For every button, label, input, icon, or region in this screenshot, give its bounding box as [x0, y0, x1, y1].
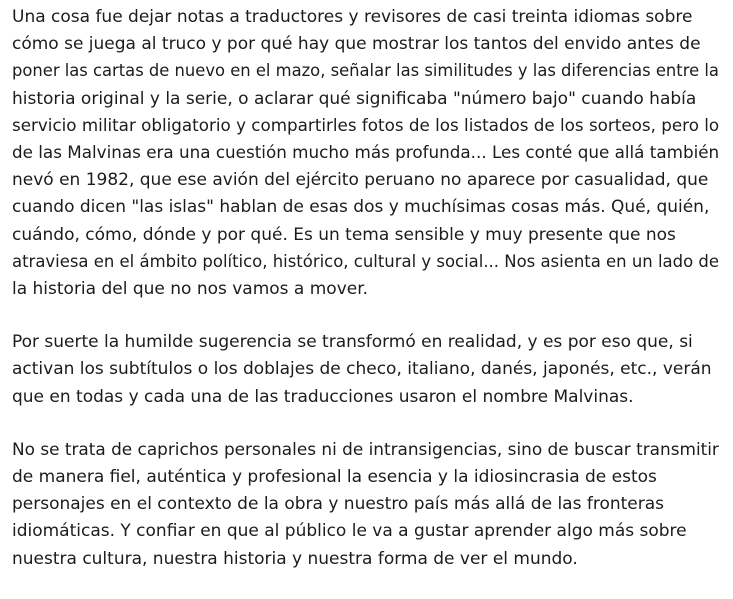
- text-line: cuándo, cómo, dónde y por qué. Es un tema sensible y muy presente que nos: [12, 224, 676, 245]
- text-line: historia original y la serie, o aclarar qué significaba "número bajo" cuando había: [12, 88, 697, 109]
- paragraph-3: [12, 437, 727, 573]
- text-line: de manera fiel, auténtica y profesional la esencia y la idiosincrasia de estos: [12, 467, 657, 488]
- text-line: la historia del que no nos vamos a mover.: [12, 279, 369, 300]
- text-line: Por suerte la humilde sugerencia se transformó en realidad, y es por eso que, si: [12, 332, 693, 353]
- text-line: Una cosa fue dejar notas a traductores y revisores de casi treinta idiomas sobre: [12, 7, 693, 27]
- text-line: que en todas y cada una de las traducciones usaron el nombre Malvinas.: [12, 386, 634, 407]
- text-line: poner las cartas de nuevo en el mazo, señalar las similitudes y las diferencias entre la: [12, 61, 719, 82]
- text-line: atraviesa en el ámbito político, histórico, cultural y social... Nos asienta en un lado de: [12, 251, 719, 272]
- text-line: nuestra cultura, nuestra historia y nuestra forma de ver el mundo.: [12, 548, 578, 569]
- text-line: idiomáticas. Y confiar en que al público le va a gustar aprender algo más sobre: [12, 521, 687, 542]
- text-line: cuando dicen "las islas" hablan de esas dos y muchísimas cosas más. Qué, quién,: [12, 197, 710, 218]
- text-line: No se trata de caprichos personales ni de intransigencias, sino de buscar transmitir: [12, 439, 719, 460]
- text-line: personajes en el contexto de la obra y nuestro país más allá de las fronteras: [12, 494, 665, 515]
- paragraph-1: [12, 4, 727, 303]
- text-line: cómo se juega al truco y por qué hay que mostrar los tantos del envido antes de: [12, 34, 701, 55]
- text-line: activan los subtítulos o los doblajes de checo, italiano, danés, japonés, etc., verán: [12, 359, 712, 380]
- text-line: de las Malvinas era una cuestión mucho más profunda... Les conté que allá también: [12, 143, 720, 164]
- text-line: nevó en 1982, que ese avión del ejército peruano no aparece por casualidad, que: [12, 170, 709, 191]
- text-line: servicio militar obligatorio y compartirles fotos de los listados de los sorteos, pero lo: [12, 115, 720, 136]
- post-body: [12, 4, 727, 599]
- paragraph-2: [12, 329, 727, 411]
